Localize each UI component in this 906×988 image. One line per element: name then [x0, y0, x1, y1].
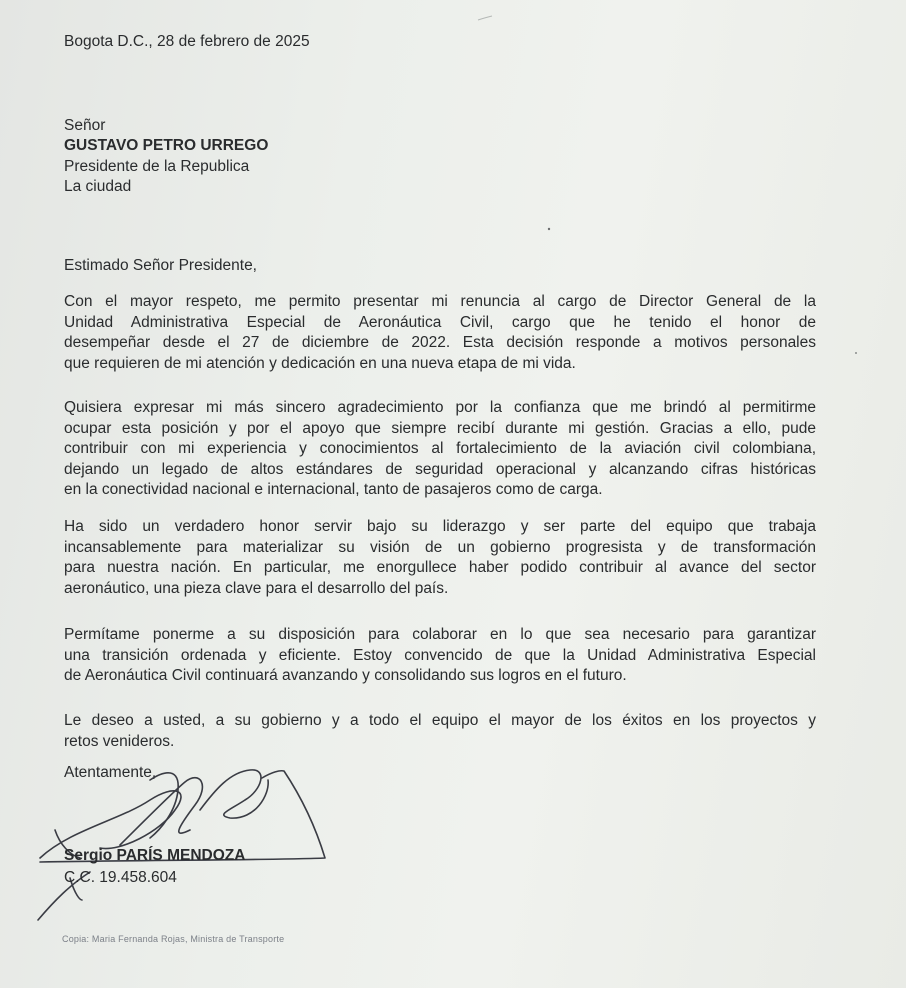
paragraph-line: Permítame ponerme a su disposición para colaborar en lo que sea necesario para garantizar: [64, 626, 816, 643]
paragraph-line: para nuestra nación. En particular, me enorgullece haber podido contribuir al avance del sector: [64, 559, 816, 577]
signer-name: Sergio PARÍS MENDOZA: [64, 847, 246, 864]
paragraph-line: que requieren de mi atención y dedicación en una nueva etapa de mi vida.: [64, 354, 576, 372]
paragraph-line: en la conectividad nacional e internacional, tanto de pasajeros como de carga.: [64, 481, 603, 499]
paragraph-line: Le deseo a usted, a su gobierno y a todo el equipo el mayor de los éxitos en los proyectos y: [64, 712, 816, 729]
date-line: Bogota D.C., 28 de febrero de 2025: [64, 33, 310, 50]
paragraph-line: Quisiera expresar mi más sincero agradecimiento por la confianza que me brindó al permitirme: [64, 399, 816, 416]
paragraph-line: Con el mayor respeto, me permito presentar mi renuncia al cargo de Director General de la: [64, 293, 816, 310]
paragraph-line: Unidad Administrativa Especial de Aeronáutica Civil, cargo que he tenido el honor de: [64, 313, 816, 331]
recipient-salutation: Señor: [64, 117, 106, 134]
paragraph-line: dejando un legado de altos estándares de seguridad operacional y alcanzando cifras históricas: [64, 460, 816, 478]
signer-id: C.C. 19.458.604: [64, 869, 177, 886]
recipient-name: GUSTAVO PETRO URREGO: [64, 137, 269, 154]
paragraph-line: contribuir con mi experiencia y conocimientos al fortalecimiento de la aviación civil colombiana,: [64, 440, 816, 458]
paragraph-line: incansablemente para materializar su visión de un gobierno progresista y de transformación: [64, 538, 816, 556]
paragraph-line: aeronáutico, una pieza clave para el desarrollo del país.: [64, 579, 449, 597]
paragraph-line: una transición ordenada y eficiente. Estoy convencido de que la Unidad Administrativa Especial: [64, 646, 816, 664]
recipient-title: Presidente de la Republica: [64, 158, 250, 175]
paragraph-line: de Aeronáutica Civil continuará avanzando y consolidando sus logros en el futuro.: [64, 667, 627, 685]
recipient-city: La ciudad: [64, 178, 132, 195]
paragraph-line: Ha sido un verdadero honor servir bajo su liderazgo y ser parte del equipo que trabaja: [64, 518, 816, 535]
footer-note: Copia: Maria Fernanda Rojas, Ministra de Transporte: [62, 934, 285, 944]
closing: Atentamente,: [64, 764, 157, 781]
paragraph-line: ocupar esta posición y por el apoyo que siempre recibí durante mi gestión. Gracias a ello, pude: [64, 419, 816, 437]
greeting: Estimado Señor Presidente,: [64, 257, 257, 274]
paragraph-line: desempeñar desde el 27 de diciembre de 2022. Esta decisión responde a motivos personales: [64, 334, 816, 352]
paragraph-line: retos venideros.: [64, 732, 175, 750]
